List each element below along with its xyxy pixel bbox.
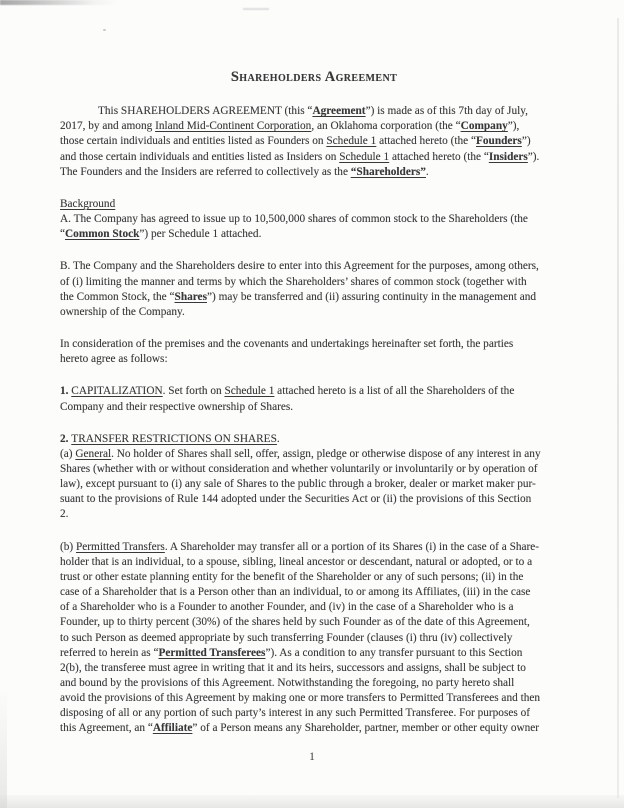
text-run: “ [60,228,66,241]
text-line [60,492,568,507]
defined-term: Company [460,120,508,133]
text-line [60,462,568,477]
defined-term: Permitted Transfers [76,540,165,553]
text-run: ”) is made as of this 7th day of July, [365,105,528,118]
paragraph-preamble [60,104,568,180]
text-run: ”) may be transferred and (ii) assuring continuity in the management and [206,290,537,303]
document-body [60,70,568,754]
text-line [60,290,568,305]
text-run: law), except pursuant to (i) any sale of Shares to the public through a broker, dealer or market maker pur- [60,478,536,491]
text-run: 2. [60,432,72,445]
text-line [60,119,568,134]
text-run: This SHAREHOLDERS AGREEMENT (this “ [98,105,313,118]
text-line [60,337,568,352]
text-run: 2(b), the transferee must agree in writing that it and its heirs, successors and assigns, shall be subject to [60,661,526,674]
defined-term: Affiliate [152,722,193,735]
scan-smudge-top [0,0,118,5]
text-run: disposing of all or any portion of such party’s interest in any such Permitted Transferee. For purposes of [60,707,531,720]
text-run: Shareholders Agreement [230,69,398,85]
scan-speck [103,29,106,31]
text-run: attached hereto (the “ [376,135,476,148]
text-run: . Set forth on [162,385,225,398]
paragraph-recital-b [60,259,568,320]
text-run: those certain individuals and entities listed as Founders on [60,135,327,148]
defined-term: Agreement [312,105,366,118]
text-run: . A Shareholder may transfer all or a portion of its Shares (i) in the case of a Share- [164,540,540,553]
defined-term: CAPITALIZATION [71,385,163,398]
defined-term: General [75,447,112,460]
text-line [60,676,568,691]
defined-term: “Shareholders” [350,165,426,178]
text-line [60,104,568,119]
defined-term: Permitted Transferees [158,646,266,659]
page-number: 1 [309,751,315,763]
text-run: to such Person as deemed appropriate by such transferring Founder (clauses (i) thru (iv) collectively [60,631,513,644]
text-line [60,134,568,149]
defined-term: Founders [476,135,522,148]
text-line [60,352,568,367]
scan-page-edge-right [617,18,619,798]
text-line [60,661,568,676]
text-run: (a) [60,447,76,460]
text-run: and those certain individuals and entities listed as Insiders on [60,150,340,163]
text-run: 2017, by and among [60,120,156,133]
text-run: . No holder of Shares shall sell, offer, assign, pledge or otherwise dispose of any interest in any [111,447,541,460]
text-line [60,706,568,721]
text-run: trust or other estate planning entity for the benefit of the Shareholder or any of such persons; (ii) in the [60,570,524,583]
text-line [60,227,568,242]
defined-term: Insiders [488,150,528,163]
scan-speck [243,8,269,10]
text-run: ” of a Person means any Shareholder, partner, member or other equity owner [192,722,540,735]
defined-term: Background [60,197,116,210]
text-run: , an Oklahoma corporation (the “ [311,120,461,133]
text-line [60,197,568,212]
text-line [60,447,568,462]
text-line [60,275,568,290]
text-line [60,259,568,274]
text-run: A. The Company has agreed to issue up to 10,500,000 shares of common stock to the Shareholders (the [60,213,528,226]
scan-page-edge-left [0,688,7,808]
text-line [60,615,568,630]
text-run: case of a Shareholder that is a Person other than an individual, to or among its Affiliates, (iii) in the case [60,586,531,599]
text-run: suant to the provisions of Rule 144 adopted under the Securities Act or (ii) the provisions of this Section [60,493,532,506]
text-run: . [276,432,280,445]
text-run: attached hereto (the “ [389,150,489,163]
text-run: 2. [60,508,69,521]
text-line [60,507,568,522]
defined-term: Schedule 1 [326,135,377,148]
text-line [60,305,568,320]
text-line [60,212,568,227]
defined-term: TRANSFER RESTRICTIONS ON SHARES [71,432,277,445]
text-run: ownership of the Company. [60,305,185,318]
text-line [60,691,568,706]
defined-term: Schedule 1 [224,385,275,398]
text-run: of (i) limiting the manner and terms by which the Shareholders’ shares of common stock (together with [60,275,527,288]
defined-term: Schedule 1 [339,150,390,163]
document-title [60,70,568,85]
text-line [60,400,568,415]
text-run: and bound by the provisions of this Agreement. Notwithstanding the foregoing, no party hereto shall [60,677,515,689]
text-run: hereto agree as follows: [60,353,168,366]
text-line [60,570,568,585]
text-line [60,150,568,165]
background-heading [60,197,568,212]
section-1-capitalization [60,384,568,414]
text-line [60,721,568,736]
text-run: ”). [527,150,540,163]
text-run: avoid the provisions of this Agreement by making one or more transfers to Permitted Transferees and then [60,692,541,705]
defined-term: Common Stock [65,228,140,241]
text-run: holder that is an individual, to a spouse, sibling, lineal ancestor or descendant, natural or adopted, or to a [60,555,533,568]
text-run: referred to herein as “ [60,646,159,659]
text-run: ”) per Schedule 1 attached. [139,228,262,241]
text-run: of a Shareholder who is a Founder to another Founder, and (iv) in the case of a Shareholder who is a [60,601,514,614]
text-run: In consideration of the premises and the covenants and undertakings hereinafter set forth, the parties [60,338,514,351]
text-run: Founder, up to thirty percent (30%) of the shares held by such Founder as of the date of this Agreement, [60,616,530,629]
text-run: The Founders and the Insiders are referred to collectively as the [60,165,351,178]
section-2a-general [60,447,568,523]
text-line [60,646,568,661]
text-run: 1. [60,385,72,398]
text-line [60,600,568,615]
section-2-heading [60,432,568,447]
section-2b-permitted-transfers [60,540,568,737]
text-line [60,70,568,85]
text-run: ”). As a condition to any transfer pursuant to this Section [265,646,523,659]
text-line [60,165,568,180]
text-run: Company and their respective ownership of Shares. [60,400,294,413]
text-line [60,555,568,570]
text-run: ”), [507,120,520,133]
text-run: the Common Stock, the “ [60,290,175,303]
text-run: B. The Company and the Shareholders desire to enter into this Agreement for the purposes, among others, [60,260,539,273]
text-run: attached hereto is a list of all the Shareholders of the [274,385,515,398]
text-line [60,432,568,447]
text-line [60,477,568,492]
scan-page-edge-bottom [0,795,624,808]
text-run: . [425,165,429,178]
defined-term: Inland Mid-Continent Corporation [155,120,312,133]
paragraph-consideration [60,337,568,367]
text-line [60,540,568,555]
text-run: ”) [521,135,531,148]
text-line [60,585,568,600]
text-line [60,631,568,646]
paragraph-recital-a [60,212,568,242]
text-line [60,384,568,399]
text-run: (b) [60,540,76,553]
text-run: this Agreement, an “ [60,722,153,735]
defined-term: Shares [174,290,207,303]
text-run: Shares (whether with or without consideration and whether voluntarily or involuntarily or by operation of [60,462,538,475]
